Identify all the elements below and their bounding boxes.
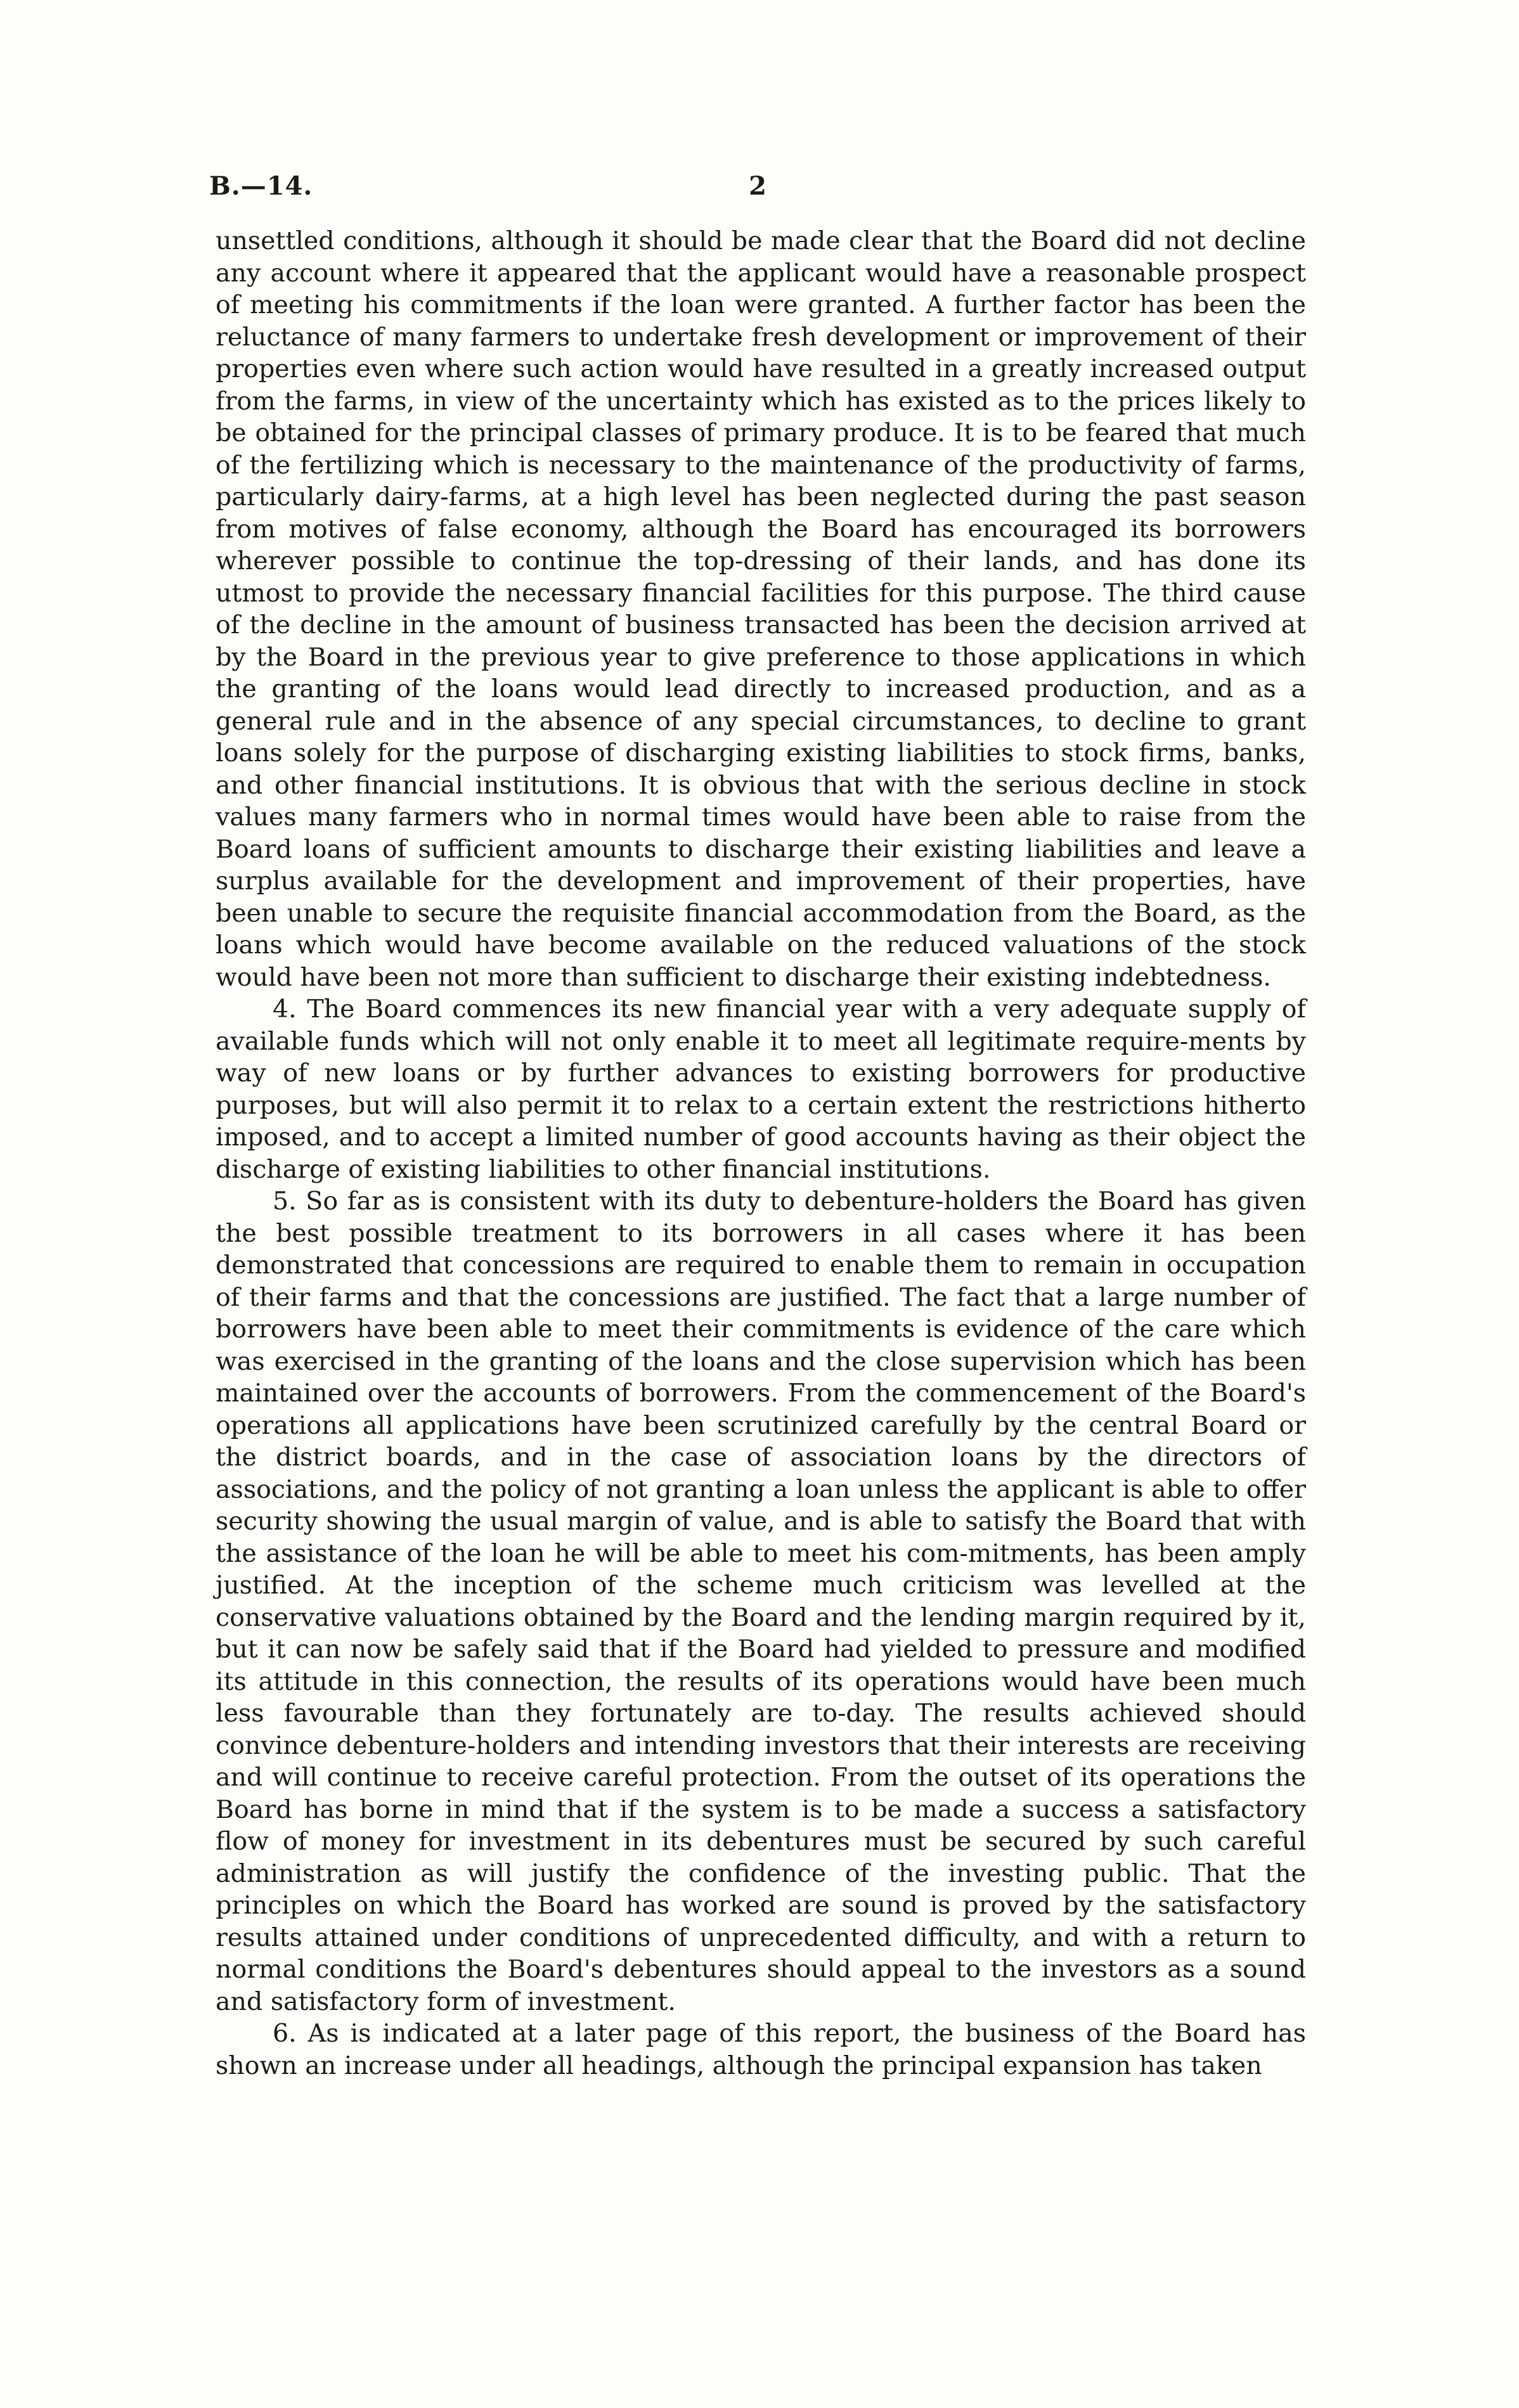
paragraph-6: 6. As is indicated at a later page of this report, the business of the Board has shown an increase under all headings, although the principal expansion has taken: [216, 2019, 1306, 2080]
page-header: [209, 171, 1306, 209]
paragraph-5: 5. So far as is consistent with its duty to debenture-holders the Board has given the best possible treatment to its borrowers in all cases where it has been demonstrated that concessions are required to enable them to remain in occupation of their farms and that the concessions are justified. The fact that a large number of borrowers have been able to meet their commitments is evidence of the care which was exercised in the granting of the loans and the close supervision which has been maintained over the accounts of borrowers. From the commencement of the Board's operations all applications have been scrutinized carefully by the central Board or the district boards, and in the case of association loans by the directors of associations, and the policy of not granting a loan unless the applicant is able to offer security showing the usual margin of value, and is able to satisfy the Board that with the assistance of the loan he will be able to meet his com-mitments, has been amply justified. At the inception of the scheme much criticism was levelled at the conservative valuations obtained by the Board and the lending margin required by it, but it can now be safely said that if the Board had yielded to pressure and modified its attitude in this connection, the results of its operations would have been much less favourable than they fortunately are to-day. The results achieved should convince debenture-holders and intending investors that their interests are receiving and will continue to receive careful protection. From the outset of its operations the Board has borne in mind that if the system is to be made a success a satisfactory flow of money for investment in its debentures must be secured by such careful administration as will justify the confidence of the investing public. That the principles on which the Board has worked are sound is proved by the satisfactory results attained under conditions of unprecedented difficulty, and with a return to normal conditions the Board's debentures should appeal to the investors as a sound and satisfactory form of investment.: [216, 1187, 1306, 2016]
body-text: [216, 225, 1306, 2082]
document-reference: B.—14.: [209, 171, 313, 201]
page-number: 2: [749, 171, 766, 201]
paragraph-continuation: unsettled conditions, although it should be made clear that the Board did not decline any account where it appeared that the applicant would have a reasonable prospect of meeting his commitments if the loan were granted. A further factor has been the reluctance of many farmers to undertake fresh development or improvement of their properties even where such action would have resulted in a greatly increased output from the farms, in view of the uncertainty which has existed as to the prices likely to be obtained for the principal classes of primary produce. It is to be feared that much of the fertilizing which is necessary to the maintenance of the productivity of farms, particularly dairy-farms, at a high level has been neglected during the past season from motives of false economy, although the Board has encouraged its borrowers wherever possible to continue the top-dressing of their lands, and has done its utmost to provide the necessary financial facilities for this purpose. The third cause of the decline in the amount of business transacted has been the decision arrived at by the Board in the previous year to give preference to those applications in which the granting of the loans would lead directly to increased production, and as a general rule and in the absence of any special circumstances, to decline to grant loans solely for the purpose of discharging existing liabilities to stock firms, banks, and other financial institutions. It is obvious that with the serious decline in stock values many farmers who in normal times would have been able to raise from the Board loans of sufficient amounts to discharge their existing liabilities and leave a surplus available for the development and improvement of their properties, have been unable to secure the requisite financial accommodation from the Board, as the loans which would have become available on the reduced valuations of the stock would have been not more than sufficient to discharge their existing indebtedness.: [216, 226, 1306, 992]
paragraph-4: 4. The Board commences its new financial year with a very adequate supply of available funds which will not only enable it to meet all legitimate require-ments by way of new loans or by further advances to existing borrowers for productive purposes, but will also permit it to relax to a certain extent the restrictions hitherto imposed, and to accept a limited number of good accounts having as their object the discharge of existing liabilities to other financial institutions.: [216, 995, 1306, 1184]
